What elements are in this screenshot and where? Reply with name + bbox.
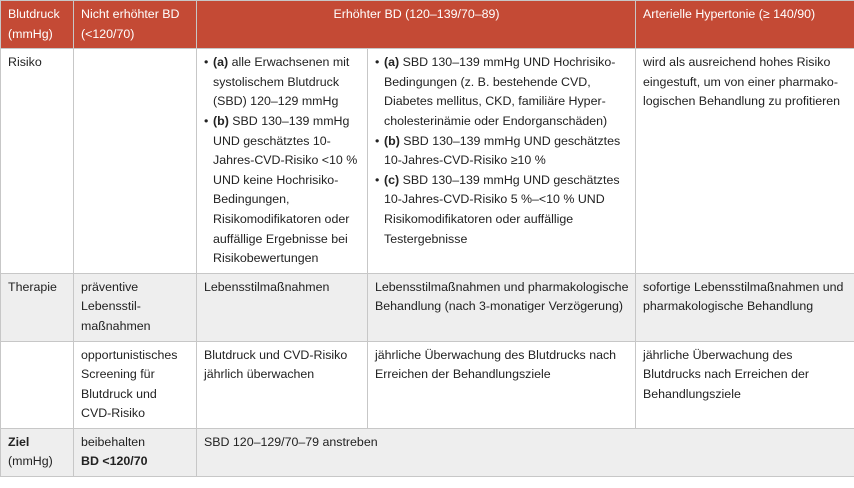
item-text: SBD 130–139 mmHg UND geschätztes 10-Jahres-CVD-Risiko <10 % UND keine Hochrisiko-Bedingungen, Risikomodifikatoren oder auffällige Ergebnisse bei Risikobewertungen [213, 113, 358, 266]
risk-elevated-low-list [204, 53, 361, 269]
risk-elevated-low-cell [197, 49, 368, 274]
row-label-goal: Ziel [8, 434, 30, 449]
risk-row [1, 49, 854, 274]
screening-hypertension-cell: jährliche Überwachung des Blutdrucks nach Erreichen der Behandlungsziele [636, 341, 854, 428]
item-text: alle Erwachsenen mit systolischem Blutdruck (SBD) 120–129 mmHg [213, 55, 350, 109]
goal-unit: (mmHg) [8, 454, 53, 469]
item-tag: (c) [384, 172, 400, 187]
therapy-elevated-high-cell: Lebensstilmaßnahmen und pharmakologische Behandlung (nach 3-monatiger Verzögerung) [368, 273, 636, 341]
item-tag: (a) [384, 55, 400, 70]
therapy-hypertension-cell: sofortige Lebensstilmaßnahmen und pharmakologische Behandlung [636, 273, 854, 341]
goal-normal-cell [74, 428, 197, 476]
screening-normal-cell: opportunistisches Screening für Blutdruck und CVD-Risiko [74, 341, 197, 428]
therapy-normal-cell: präventive Lebensstilmaßnahmen [74, 273, 197, 341]
item-text: SBD 130–139 mmHg UND geschätztes 10-Jahres-CVD-Risiko ≥10 % [384, 133, 621, 168]
goal-maintain-text: beibehalten [81, 434, 146, 449]
list-item [375, 171, 629, 249]
goal-maintain-value: BD <120/70 [81, 454, 148, 469]
screening-elevated-high-cell: jährliche Überwachung des Blutdrucks nach Erreichen der Behandlungsziele [368, 341, 636, 428]
therapy-elevated-low-cell: Lebensstilmaßnahmen [197, 273, 368, 341]
list-item [375, 132, 629, 171]
therapy-row-2 [1, 341, 854, 428]
goal-target-cell: SBD 120–129/70–79 anstreben [197, 428, 854, 476]
item-text: SBD 130–139 mmHg UND Hochrisiko-Bedingungen (z. B. bestehende CVD, Diabetes mellitus, CKD, familiäre Hypercholesterinämie oder Endorganschäden) [384, 55, 616, 128]
list-item [204, 53, 361, 112]
goal-row [1, 428, 854, 476]
therapy-empty-label-cell [1, 341, 74, 428]
list-item [375, 53, 629, 131]
header-hypertension: Arterielle Hypertonie (≥ 140/90) [636, 1, 854, 49]
risk-elevated-high-cell [368, 49, 636, 274]
header-blood-pressure: Blutdruck (mmHg) [1, 1, 74, 49]
item-text: SBD 130–139 mmHg UND geschätztes 10-Jahres-CVD-Risiko 5 %–<10 % UND Risikomodifikatoren oder auffällige Testergebnisse [384, 172, 620, 246]
risk-elevated-high-list [375, 53, 629, 249]
item-tag: (a) [213, 55, 229, 70]
header-normal-bp: Nicht erhöhter BD (<120/70) [74, 1, 197, 49]
therapy-row-1 [1, 273, 854, 341]
row-label-risk: Risiko [1, 49, 74, 274]
risk-normal-cell [74, 49, 197, 274]
risk-hypertension-cell: wird als ausreichend hohes Risiko eingestuft, um von einer pharmakologischen Behandlung zu profitieren [636, 49, 854, 274]
item-tag: (b) [384, 133, 400, 148]
row-label-therapy: Therapie [1, 273, 74, 341]
item-tag: (b) [213, 113, 229, 128]
row-label-goal-cell [1, 428, 74, 476]
header-elevated-bp: Erhöhter BD (120–139/70–89) [197, 1, 636, 49]
header-row [1, 1, 854, 49]
screening-elevated-low-cell: Blutdruck und CVD-Risiko jährlich überwachen [197, 341, 368, 428]
list-item [204, 112, 361, 269]
